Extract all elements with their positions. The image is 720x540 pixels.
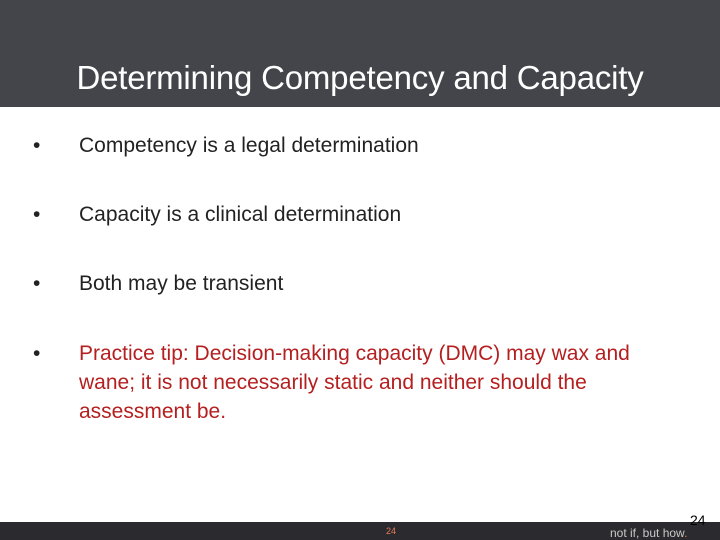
page-number: 24 bbox=[386, 526, 397, 536]
tagline-text: not if, but how bbox=[610, 526, 685, 540]
footer-tagline bbox=[610, 526, 687, 540]
bullet-item-capacity: Capacity is a clinical determination bbox=[79, 203, 402, 226]
bullet-item-transient: Both may be transient bbox=[79, 272, 284, 295]
bullet-marker: • bbox=[33, 342, 41, 365]
corner-page-number: 24 bbox=[690, 512, 706, 528]
tagline-dot: . bbox=[684, 526, 688, 540]
title-bar bbox=[0, 0, 720, 107]
bullet-item-competency: Competency is a legal determination bbox=[79, 134, 419, 157]
bullet-item-practice-tip: Practice tip: Decision-making capacity (DMC) may wax and wane; it is not necessarily static and neither should the assessment be. bbox=[79, 342, 630, 423]
bullet-marker: • bbox=[33, 203, 41, 226]
slide-title: Determining Competency and Capacity bbox=[76, 59, 644, 96]
bullet-marker: • bbox=[33, 134, 41, 157]
bullet-marker: • bbox=[33, 272, 41, 295]
